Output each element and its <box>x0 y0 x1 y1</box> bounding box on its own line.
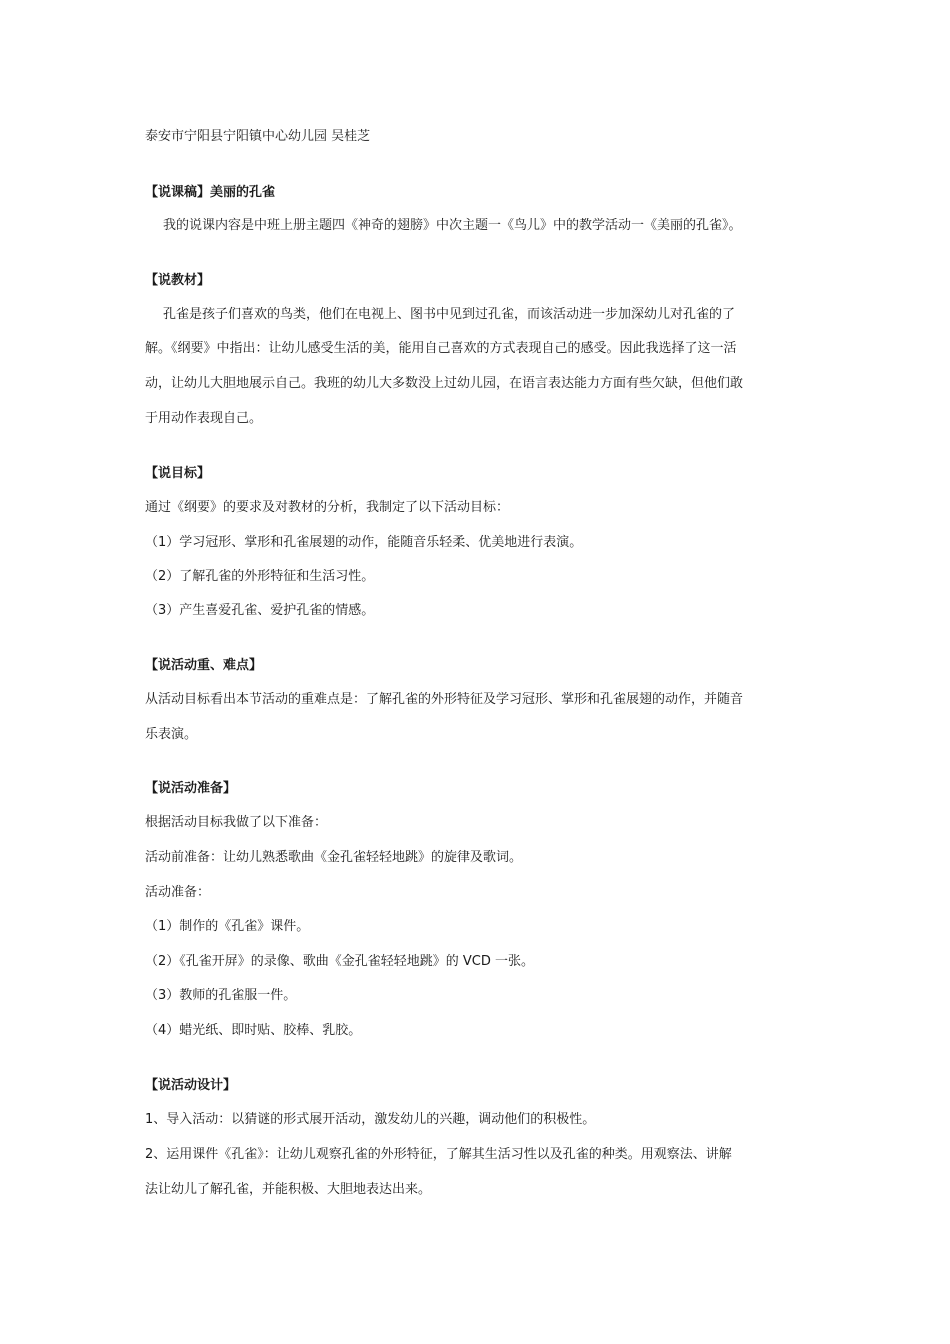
design-line: 2、运用课件《孔雀》：让幼儿观察孔雀的外形特征，了解其生活习性以及孔雀的种类。用观察法、讲解 <box>145 1147 732 1162</box>
intro-paragraph: 我的说课内容是中班上册主题四《神奇的翅膀》中次主题一《鸟儿》中的教学活动一《美丽的孔雀》。 <box>163 218 742 233</box>
prep-item: （1）制作的《孔雀》课件。 <box>145 919 310 934</box>
design-heading: 【说活动设计】 <box>145 1078 237 1093</box>
goals-intro: 通过《纲要》的要求及对教材的分析，我制定了以下活动目标： <box>145 500 510 515</box>
key-points-line: 乐表演。 <box>145 727 198 742</box>
prep-heading: 【说活动准备】 <box>145 781 237 796</box>
prep-item: （2）《孔雀开屏》的录像、歌曲《金孔雀轻轻地跳》的 VCD 一张。 <box>145 954 535 969</box>
prep-item: （4）蜡光纸、即时贴、胶棒、乳胶。 <box>145 1023 362 1038</box>
goal-item: （3）产生喜爱孔雀、爱护孔雀的情感。 <box>145 603 375 618</box>
goals-heading: 【说目标】 <box>145 466 211 481</box>
goal-item: （1）学习冠形、掌形和孔雀展翅的动作，能随音乐轻柔、优美地进行表演。 <box>145 535 583 550</box>
goal-item: （2）了解孔雀的外形特征和生活习性。 <box>145 569 375 584</box>
author-line: 泰安市宁阳县宁阳镇中心幼儿园 吴桂芝 <box>145 129 371 144</box>
key-points-line: 从活动目标看出本节活动的重难点是：了解孔雀的外形特征及学习冠形、掌形和孔雀展翅的动作，并随音 <box>145 692 744 707</box>
material-line: 动，让幼儿大胆地展示自己。我班的幼儿大多数没上过幼儿园，在语言表达能力方面有些欠缺，但他们敢 <box>145 376 744 391</box>
design-line: 法让幼儿了解孔雀，并能积极、大胆地表达出来。 <box>145 1182 432 1197</box>
material-line: 于用动作表现自己。 <box>145 411 263 426</box>
design-line: 1、导入活动：以猜谜的形式展开活动，激发幼儿的兴趣，调动他们的积极性。 <box>145 1112 596 1127</box>
key-points-heading: 【说活动重、难点】 <box>145 658 263 673</box>
material-line: 解。《纲要》中指出：让幼儿感受生活的美，能用自己喜欢的方式表现自己的感受。因此我选择了这一活 <box>145 341 737 356</box>
material-heading: 【说教材】 <box>145 273 211 288</box>
prep-label: 活动准备： <box>145 885 211 900</box>
prep-item: （3）教师的孔雀服一件。 <box>145 988 297 1003</box>
document-title: 【说课稿】美丽的孔雀 <box>145 185 276 200</box>
prep-before: 活动前准备：让幼儿熟悉歌曲《金孔雀轻轻地跳》的旋律及歌词。 <box>145 850 523 865</box>
prep-intro: 根据活动目标我做了以下准备： <box>145 815 328 830</box>
material-line: 孔雀是孩子们喜欢的鸟类，他们在电视上、图书中见到过孔雀，而该活动进一步加深幼儿对孔雀的了 <box>163 307 736 322</box>
